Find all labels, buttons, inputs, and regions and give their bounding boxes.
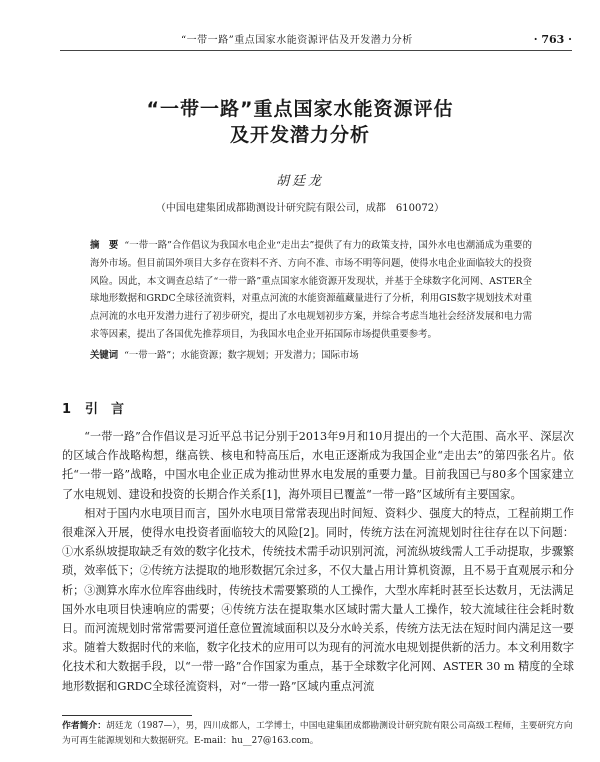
paper-title-line-1: “一带一路”重点国家水能资源评估: [146, 98, 454, 120]
author-footnote: [62, 719, 574, 749]
footnote-label: 作者简介：: [62, 721, 106, 731]
footnote-text: 胡廷龙（1987—），男，四川成都人，工学博士，中国电建集团成都勘测设计研究院有限公司高级工程师，主要研究方向为可再生能源规划和大数据研究。E-mail：hu__27@163.com。: [62, 721, 573, 746]
keywords-label: 关键词: [90, 350, 119, 361]
keywords-text: “一带一路”；水能资源；数字规划；开发潜力；国际市场: [124, 350, 359, 361]
running-title: “一带一路”重点国家水能资源评估及开发潜力分析: [180, 35, 413, 46]
body-paragraph-1: “一带一路”合作倡议是习近平总书记分别于2013年9月和10月提出的一个大范围、高水平、深层次的区域合作战略构想，继高铁、核电和特高压后，水电正逐渐成为我国企业“走出去”的第四张名片。依托“一带一路”战略，中国水电企业正成为推动世界水电发展的重要力量。目前我国已与80多个国家建立了水电规划、建设和投资的长期合作关系[1]，海外项目已覆盖“一带一路”区域所有主要国家。: [62, 430, 574, 501]
section-heading: [62, 398, 138, 417]
running-header: [60, 26, 572, 51]
page-number: · 763 ·: [533, 33, 572, 46]
abstract-text: “一带一路”合作倡议为我国水电企业“走出去”提供了有力的政策支持，国外水电也潮涌成为重要的海外市场。但目前国外项目大多存在资料不齐、方向不准、市场不明等问题，使得水电企业面临较大的投资风险。因此，本文调查总结了“一带一路”重点国家水能资源开发现状，并基于全球数字化河网、ASTER全球地形数据和GRDC全球径流资料，对重点河流的水能资源蕴藏量进行了分析，利用GIS数字规划技术对重点河流的水电开发潜力进行了初步研究，提出了水电规划初步方案，并综合考虑当地社会经济发展和电力需求等因素，提出了各国优先推荐项目，为我国水电企业开拓国际市场提供重要参考。: [90, 240, 532, 340]
section-number: 1: [62, 402, 72, 417]
paper-title-line-2: 及开发潜力分析: [229, 124, 370, 146]
body-paragraph-2: 相对于国内水电项目而言，国外水电项目常常表现出时间短、资料少、强度大的特点，工程前期工作很难深入开展，使得水电投资者面临较大的风险[2]。同时，传统方法在河流规划时往往存在以下问题：①水系纵坡提取缺乏有效的数字化技术，传统技术需手动识别河流，河流纵坡线需人工手动提取，步骤繁琐，效率低下；②传统方法提取的地形数据冗余过多，不仅大量占用计算机资源，且不易于直观展示和分析；③测算水库水位库容曲线时，传统技术需要繁琐的人工操作，大型水库耗时甚至长达数月，无法满足国外水电项目快速响应的需要；④传统方法在提取集水区域时需大量人工操作，较大流域往往会耗时数日。而河流规划时常常需要河道任意位置流域面积以及分水岭关系，传统方法无法在短时间内满足这一要求。随着大数据时代的来临，数字化技术的应用可以为现有的河流水电规划提供新的活力。本文利用数字化技术和大数据手段，以“一带一路”合作国家为重点，基于全球数字化河网、ASTER 30 m 精度的全球地形数据和GRDC全球径流资料，对“一带一路”区域内重点河流: [62, 506, 574, 693]
author-affiliation: （中国电建集团成都勘测设计研究院有限公司，成都 610072）: [155, 203, 445, 214]
section-title: 引 言: [85, 402, 125, 417]
footnote-divider: [62, 715, 192, 716]
abstract: [90, 237, 532, 344]
abstract-label: 摘 要: [90, 240, 119, 251]
body-text: [62, 427, 574, 696]
keywords: [90, 348, 532, 364]
author-name: 胡廷龙: [275, 174, 324, 189]
